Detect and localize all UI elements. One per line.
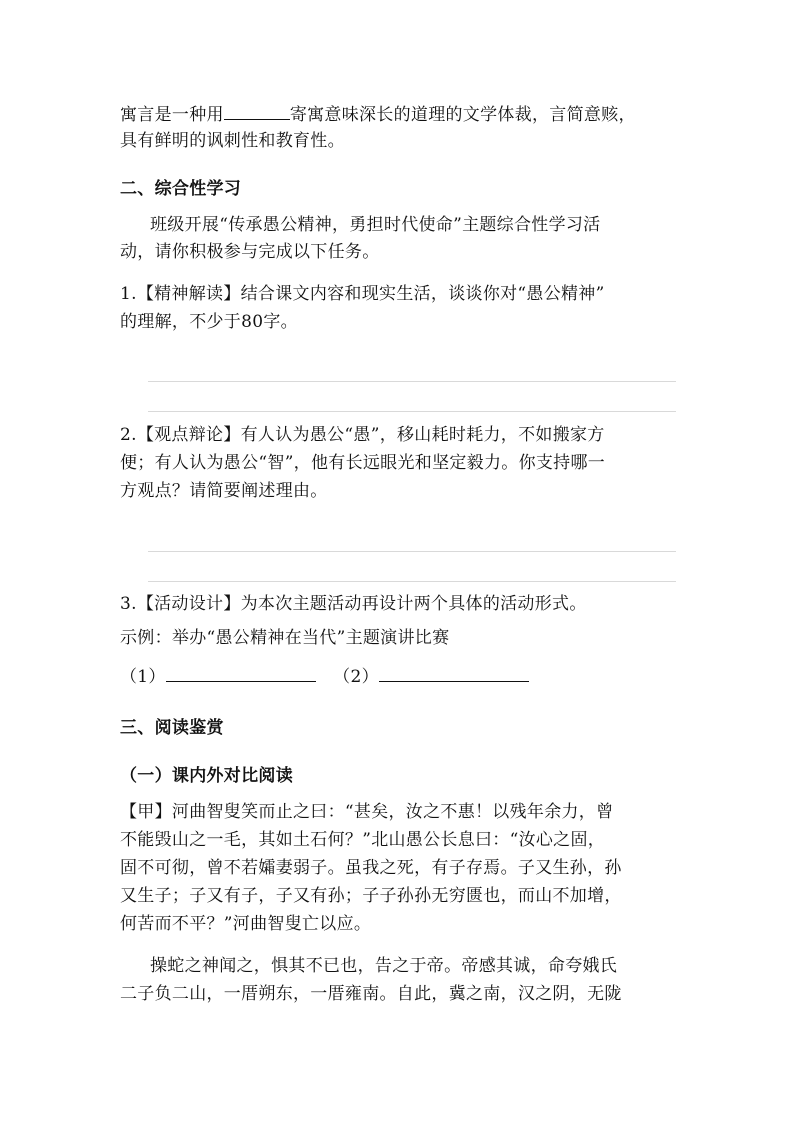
question-3-example: 示例：举办“愚公精神在当代”主题演讲比赛 [120,628,450,648]
answer-blank-1[interactable] [166,665,316,682]
passage-jia-line-1: 【甲】河曲智叟笑而止之曰：“甚矣，汝之不惠！以残年余力，曾 [120,802,614,822]
fill-blank[interactable] [224,103,290,120]
passage-jia-line-2: 不能毁山之一毛，其如土石何？”北山愚公长息曰：“汝心之固， [120,830,606,850]
intro-text-before-blank: 寓言是一种用 [120,105,224,125]
passage-jia-para-2-line-2: 二子负二山，一厝朔东，一厝雍南。自此，冀之南，汉之阴，无陇 [120,984,622,1004]
answer-blank-2[interactable] [379,665,529,682]
section-2-intro-line-1: 班级开展“传承愚公精神，勇担时代使命”主题综合性学习活 [150,215,601,235]
question-1-line-2: 的理解，不少于80字。 [120,312,298,332]
answer-line[interactable] [148,381,676,382]
question-3-line-1: 3.【活动设计】为本次主题活动再设计两个具体的活动形式。 [120,594,587,614]
question-3-blanks-row [120,665,690,688]
answer-line[interactable] [148,551,676,552]
intro-text-after-blank: 寄寓意味深长的道理的文学体裁，言简意赅， [289,105,636,125]
question-2-line-2: 便；有人认为愚公“智”，他有长远眼光和坚定毅力。你支持哪一 [120,453,606,473]
question-1-line-1: 1.【精神解读】结合课文内容和现实生活，谈谈你对“愚公精神” [120,284,605,304]
section-2-intro-line-2: 动，请你积极参与完成以下任务。 [120,242,380,262]
question-2-line-1: 2.【观点辩论】有人认为愚公“愚”，移山耗时耗力，不如搬家方 [120,425,605,445]
blank-1-label: （1） [120,667,166,687]
blank-2-label: （2） [333,667,379,687]
intro-line-2: 具有鲜明的讽刺性和教育性。 [120,131,345,151]
section-3-title: 三、阅读鉴赏 [120,718,224,738]
intro-line-1 [120,103,690,126]
answer-line[interactable] [148,581,676,582]
passage-jia-line-3: 固不可彻，曾不若孀妻弱子。虽我之死，有子存焉。子又生孙，孙 [120,858,622,878]
answer-line[interactable] [148,411,676,412]
passage-jia-line-5: 何苦而不平？”河曲智叟亡以应。 [120,914,372,934]
section-3-subtitle: （一）课内外对比阅读 [120,766,293,786]
section-2-title: 二、综合性学习 [120,179,242,199]
question-2-line-3: 方观点？请简要阐述理由。 [120,481,328,501]
passage-jia-line-4: 又生子；子又有子，子又有孙；子子孙孙无穷匮也，而山不加增， [120,886,622,906]
passage-jia-para-2-line-1: 操蛇之神闻之，惧其不已也，告之于帝。帝感其诚，命夸娥氏 [150,956,618,976]
